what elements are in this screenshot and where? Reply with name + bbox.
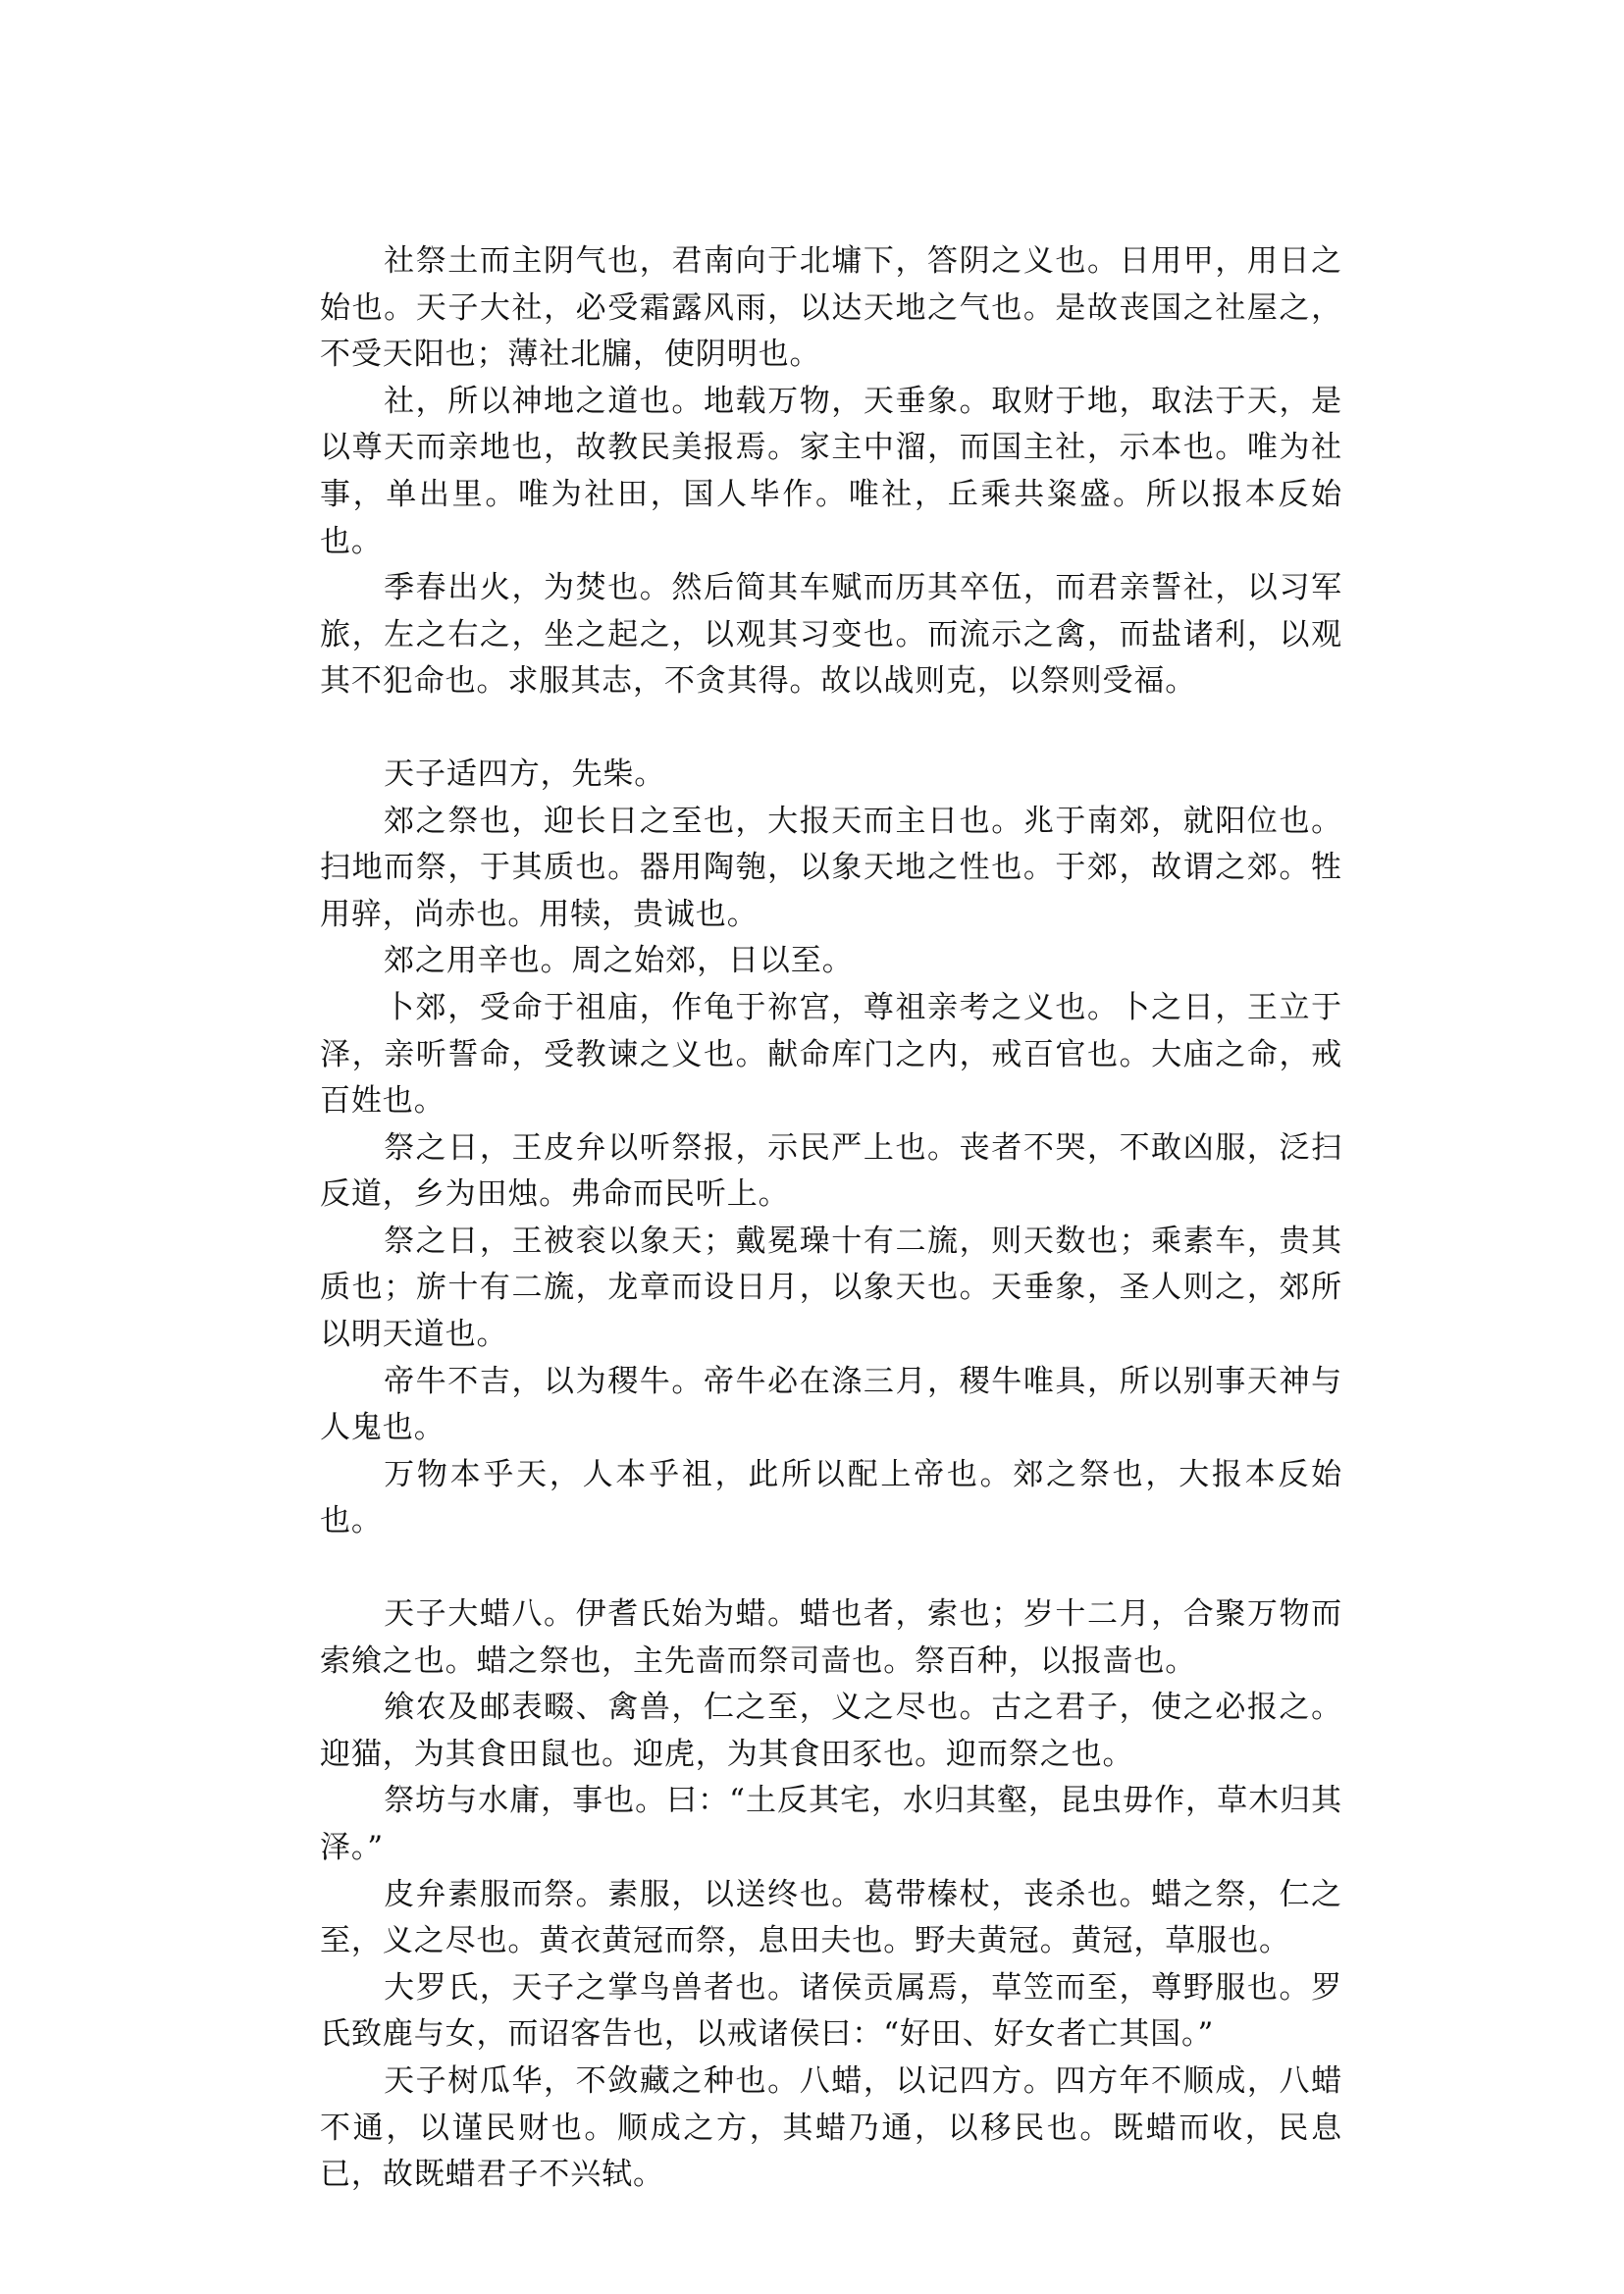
paragraph: 祭坊与水庸，事也。曰：“土反其宅，水归其壑，昆虫毋作，草木归其泽。”	[320, 1783, 1342, 1865]
paragraph: 天子树瓜华，不敛藏之种也。八蜡，以记四方。四方年不顺成，八蜡不通，以谨民财也。顺成之方，其蜡乃通，以移民也。既蜡而收，民息已，故既蜡君子不兴轼。	[320, 2062, 1342, 2193]
paragraph: 季春出火，为焚也。然后简其车赋而历其卒伍，而君亲誓社，以习军旅，左之右之，坐之起之，以观其习变也。而流示之禽，而盐诸利，以观其不犯命也。求服其志，不贪其得。故以战则克，以祭则受福。	[320, 570, 1342, 700]
paragraph: 祭之日，王皮弁以听祭报，示民严上也。丧者不哭，不敢凶服，泛扫反道，乡为田烛。弗命而民听上。	[320, 1129, 1342, 1213]
paragraph: 帝牛不吉，以为稷牛。帝牛必在涤三月，稷牛唯具，所以别事天神与人鬼也。	[320, 1363, 1342, 1446]
paragraph: 祭之日，王被衮以象天；戴冕璪十有二旒，则天数也；乘素车，贵其质也；旂十有二旒，龙章而设日月，以象天也。天垂象，圣人则之，郊所以明天道也。	[320, 1223, 1342, 1353]
section-jiao	[320, 752, 1342, 1545]
paragraph: 天子适四方，先柴。	[384, 756, 666, 792]
paragraph: 天子大蜡八。伊耆氏始为蜡。蜡也者，索也；岁十二月，合聚万物而索飨之也。蜡之祭也，主先啬而祭司啬也。祭百种，以报啬也。	[320, 1596, 1342, 1679]
paragraph: 郊之用辛也。周之始郊，日以至。	[384, 943, 854, 979]
paragraph: 郊之祭也，迎长日之至也，大报天而主日也。兆于南郊，就阳位也。扫地而祭，于其质也。器用陶匏，以象天地之性也。于郊，故谓之郊。牲用骍，尚赤也。用犊，贵诚也。	[320, 803, 1342, 932]
paragraph: 万物本乎天，人本乎祖，此所以配上帝也。郊之祭也，大报本反始也。	[320, 1456, 1342, 1539]
paragraph: 卜郊，受命于祖庙，作龟于祢宫，尊祖亲考之义也。卜之日，王立于泽，亲听誓命，受教谏之义也。献命库门之内，戒百官也。大庙之命，戒百姓也。	[320, 989, 1342, 1120]
paragraph: 皮弁素服而祭。素服，以送终也。葛带榛杖，丧杀也。蜡之祭，仁之至，义之尽也。黄衣黄冠而祭，息田夫也。野夫黄冠。黄冠，草服也。	[320, 1876, 1342, 1959]
paragraph: 社，所以神地之道也。地载万物，天垂象。取财于地，取法于天，是以尊天而亲地也，故教民美报焉。家主中溜，而国主社，示本也。唯为社事，单出里。唯为社田，国人毕作。唯社，丘乘共粢盛。所以报本反始也。	[320, 383, 1342, 559]
section-she	[320, 238, 1342, 705]
paragraph: 社祭土而主阴气也，君南向于北墉下，答阴之义也。日用甲，用日之始也。天子大社，必受霜露风雨，以达天地之气也。是故丧国之社屋之，不受天阳也；薄社北牖，使阴明也。	[320, 243, 1342, 373]
section-zha	[320, 1591, 1342, 2199]
paragraph: 飨农及邮表畷、禽兽，仁之至，义之尽也。古之君子，使之必报之。迎猫，为其食田鼠也。迎虎，为其食田豕也。迎而祭之也。	[320, 1690, 1342, 1772]
paragraph: 大罗氏，天子之掌鸟兽者也。诸侯贡属焉，草笠而至，尊野服也。罗氏致鹿与女，而诏客告也，以戒诸侯曰：“好田、好女者亡其国。”	[320, 1969, 1342, 2053]
document-page	[320, 238, 1342, 2199]
